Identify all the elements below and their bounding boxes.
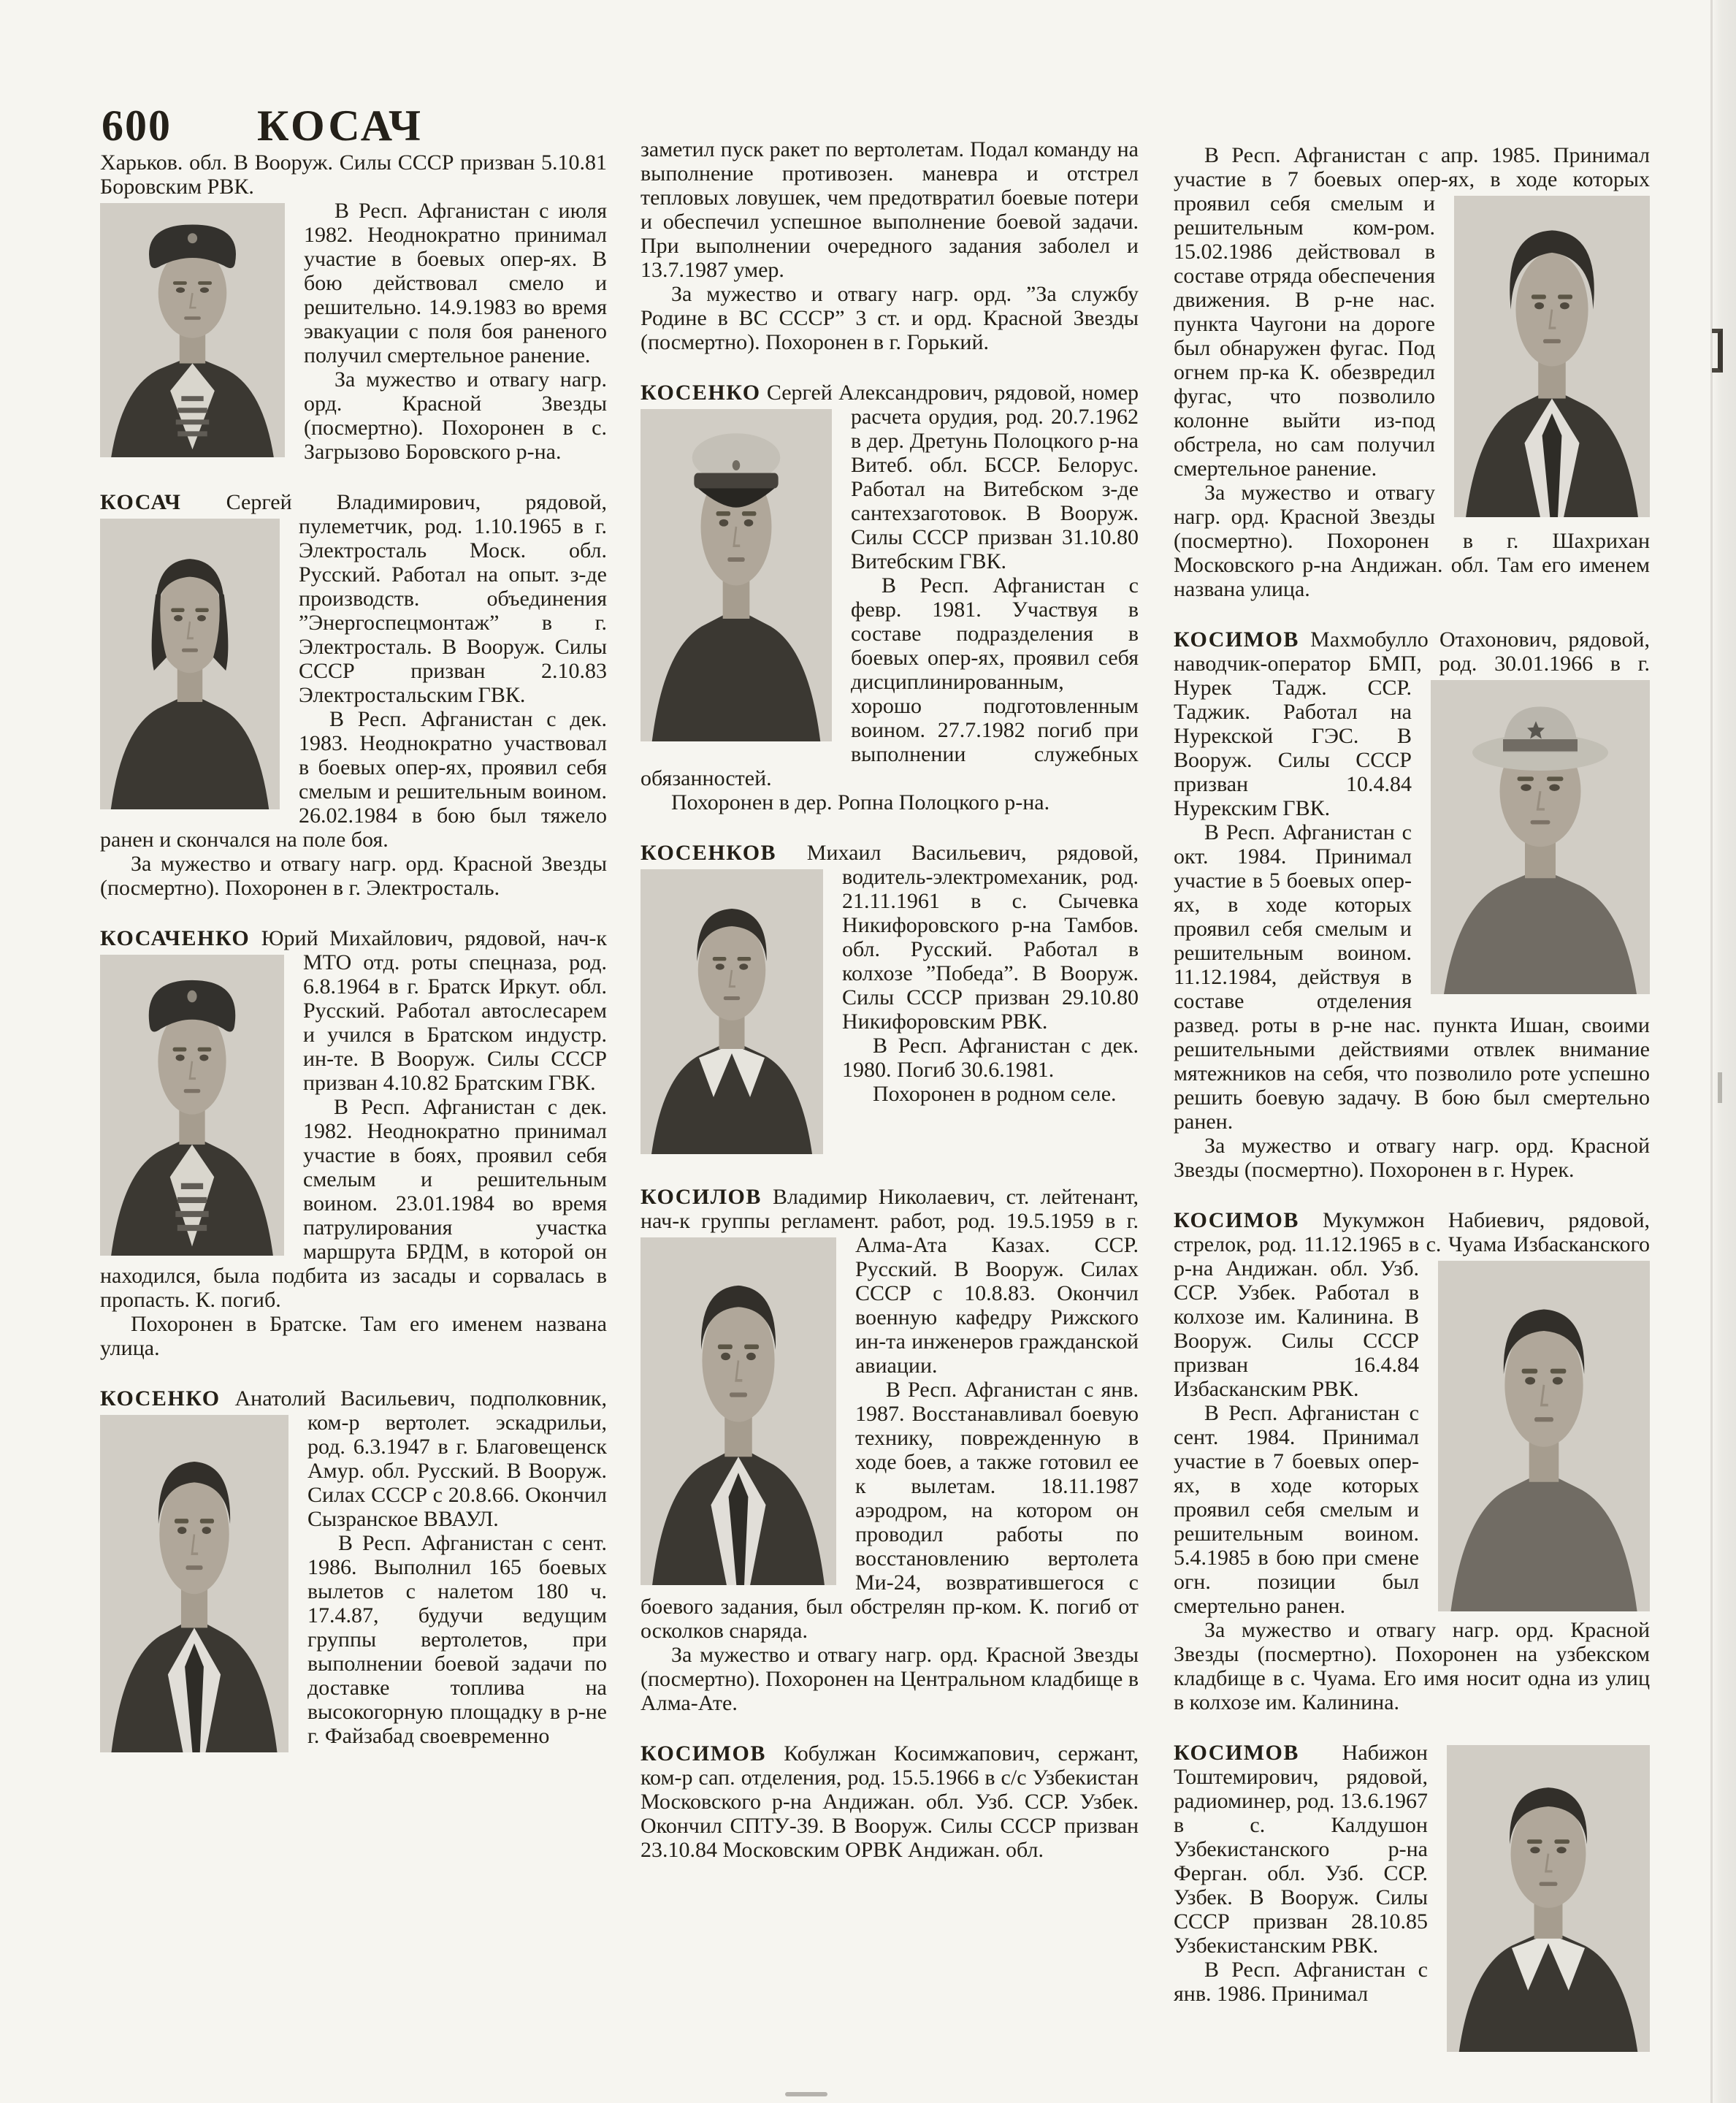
entry-paragraph xyxy=(641,841,1139,1034)
entry-surname: КОСИМОВ xyxy=(641,1741,766,1766)
entry-text: В Респ. Афганистан с дек. 1983. Неоднократно участвовал в боевых опер-ях, проявил себя смелым и решительным воином. 26.02.1984 в бою был тяжело ранен и скончался на поле боя. xyxy=(100,707,607,852)
column-3 xyxy=(1174,143,1650,2056)
memorial-entry-kosimov-kobulzhan xyxy=(641,1741,1139,1862)
entry-text: Юрий Михайлович, рядовой, нач-к МТО отд. роты спецназа, xyxy=(250,926,607,974)
entry-paragraph xyxy=(1174,1618,1650,1714)
scan-artifact-tick xyxy=(1718,1072,1722,1103)
portrait-photo xyxy=(100,955,284,1256)
portrait-photo xyxy=(1438,1261,1650,1611)
entry-text: В Респ. Афганистан с окт. 1984. Принимал участие в 5 боевых опер-ях, в ходе которых проявил себя смелым и решительным воином. 11.12.1984, действуя в составе отделения развед. роты в р-не нас. пункта Ишан, своими решительными действиями отвлек внимание мятежников на себя, что позволило роте успешно решить боевую задачу. В бою был смертельно ранен. xyxy=(1174,820,1650,1134)
memorial-entry-kosilov-vladimir xyxy=(641,1185,1139,1715)
entry-text: Похоронен в дер. Ропна Полоцкого р-на. xyxy=(671,790,1050,814)
entry-paragraph xyxy=(641,381,1139,573)
memorial-entry-kosachenko-yuriy xyxy=(100,926,607,1360)
entry-paragraph xyxy=(100,852,607,900)
portrait-photo xyxy=(1454,196,1650,517)
entry-text: заметил пуск ракет по вертолетам. Подал команду на выполнение противозен. маневра и отстрел тепловых ловушек, чем предотвратил боевые потери и обеспечил успешное выполнение боевой задачи. При выполнении очередного задания заболел и 13.7.1987 умер. xyxy=(641,137,1139,282)
entry-text: 30.01.1966 в г. Нурек Тадж. ССР. Таджик. Работал на Нурекской ГЭС. В Вооруж. Силы СССР призван 10.4.84 Нурекским ГВК. xyxy=(1174,652,1651,820)
portrait-photo xyxy=(641,1237,836,1585)
entry-text: За мужество и отвагу нагр. орд. Красной Звезды (посмертно). Похоронен в г. Шахрихан Московского р-на Андижан. обл. Там его именем названа улица. xyxy=(1174,481,1650,601)
entry-text: В Респ. Афганистан с янв. 1986. Принимал xyxy=(1174,1958,1428,2006)
memorial-entry-kosimov-makhmobullo xyxy=(1174,627,1650,1182)
entry-text: в дер. Дретунь Полоцкого р-на Витеб. обл. БССР. Белорус. Работал на Витебском з-де сантехзаготовок. В Вооруж. Силы СССР призван 31.10.80 Витебским ГВК. xyxy=(851,429,1139,573)
scan-edge-line xyxy=(1710,0,1713,2103)
entry-paragraph xyxy=(641,790,1139,814)
entry-text: За мужество и отвагу нагр. орд. Красной Звезды (посмертно). Похоронен на узбекском кладбище в с. Чуама. Его имя носит одна из улиц в колхозе им. Калинина. xyxy=(1174,1618,1650,1714)
portrait-photo xyxy=(641,869,823,1154)
entry-text: В Респ. Афганистан с янв. 1987. Восстанавливал боевую технику, поврежденную в ходе боев, а также готовил ее к вылетам. 18.11.1987 аэродром, на котором он проводил работы по восстановлению вертолета Ми-24, возвратившегося с боевого задания, был обстрелян пр-ком. К. погиб от осколков снаряда. xyxy=(641,1378,1139,1643)
entry-paragraph xyxy=(100,926,607,1095)
entry-paragraph xyxy=(100,150,607,199)
entry-text: которых проявил себя смелым и решительным ком-ром. 15.02.1986 действовал в составе отряда обеспечения движения. В р-не нас. пункта Чаугони на дороге был обнаружен фугас. Под огнем пр-ка К. обезвредил фугас, что позволило колонне выйти из-под обстрела, но сам получил смертельное ранение. xyxy=(1174,167,1650,481)
entry-surname: КОСАЧ xyxy=(100,490,182,514)
entry-paragraph xyxy=(1174,1134,1650,1182)
entry-text: в г. Электросталь Моск. обл. Русский. Работал на опыт. з-де производств. объединения ”Энергоспецмонтаж” в г. Электросталь. В Вооруж. Силы СССР призван 2.10.83 Электростальским ГВК. xyxy=(299,514,607,707)
entry-text: Анатолий Васильевич, подполковник, ком-р вертолет. эскадрильи, xyxy=(220,1386,607,1435)
entry-paragraph xyxy=(641,282,1139,354)
entry-paragraph xyxy=(100,490,607,707)
memorial-entry-kosimov-nabizhon xyxy=(1174,1741,1650,2056)
portrait-photo xyxy=(100,1415,288,1752)
entry-text: род. 6.8.1964 в г. Братск Иркут. обл. Русский. Работал автослесарем и учился в Братском индустр. ин-те. В Вооруж. Силы СССР призван 4.10.82 Братским ГВК. xyxy=(303,950,608,1095)
entry-paragraph xyxy=(100,199,607,367)
entry-text: Михаил Васильевич, рядовой, xyxy=(776,841,1139,865)
memorial-entry-continuation-kosimov-kobulzhan xyxy=(1174,143,1650,601)
entry-text: Махмобулло Отахонович, рядовой, наводчик-оператор БМП, род. xyxy=(1174,627,1650,676)
memorial-entry-continuation-kosach-previous xyxy=(100,150,607,464)
entry-text: За мужество и отвагу нагр. орд. Красной Звезды (посмертно). Похоронен на Центральном кладбище в Алма-Ате. xyxy=(641,1643,1139,1715)
entry-paragraph xyxy=(1174,1208,1650,1401)
entry-surname: КОСЕНКО xyxy=(100,1386,221,1411)
entry-paragraph xyxy=(641,1185,1139,1378)
entry-text: В Респ. Афганистан с апр. 1985. Принимал участие в 7 боевых опер-ях, в ходе xyxy=(1174,143,1650,191)
entry-text: водитель-электромеханик, род. 21.11.1961 в с. Сычевка Никифоровского р-на Тамбов. обл. Русский. Работал в колхозе ”Победа”. В Вооруж. Силы СССР призван 29.10.80 Никифоровским РВК. xyxy=(842,865,1139,1034)
entry-paragraph xyxy=(1174,143,1650,481)
entry-text: В Респ. Афганистан с июля 1982. Неоднократно принимал участие в боевых опер-ях. В бою действовал смело и решительно. 14.9.1983 во время эвакуации с поля боя раненого получил смертельное ранение. xyxy=(304,199,607,367)
entry-paragraph xyxy=(100,1386,607,1531)
entry-text: род. 6.3.1947 в г. Благовещенск Амур. обл. Русский. В Вооруж. Силах СССР с 20.8.66. Окончил Сызранское ВВАУЛ. xyxy=(307,1435,607,1531)
entry-surname: КОСИМОВ xyxy=(1174,1741,1299,1765)
entry-text: В Респ. Афганистан с февр. 1981. Участвуя в составе подразделения в боевых опер-ях, проявил себя дисциплинированным, хорошо подготовленным воином. 27.7.1982 погиб при выполнении служебных обязанностей. xyxy=(641,573,1139,790)
portrait-photo xyxy=(100,203,285,457)
entry-text: Избасканского р-на Андижан. обл. Узб. ССР. Узбек. Работал в колхозе им. Калинина. В Вооруж. Силы СССР призван 16.4.84 Избасканским РВК. xyxy=(1174,1232,1650,1401)
entry-text: За мужество и отвагу нагр. орд. Красной Звезды (посмертно). Похоронен в г. Нурек. xyxy=(1174,1134,1650,1182)
portrait-photo xyxy=(1447,1745,1650,2052)
scan-artifact-bracket xyxy=(1712,329,1723,373)
entry-text: Похоронен в Братске. Там его именем названа улица. xyxy=(100,1312,607,1360)
entry-text: За мужество и отвагу нагр. орд. Красной Звезды (посмертно). Похоронен в с. Загрызово Боровского р-на. xyxy=(304,367,607,464)
entry-text: Харьков. обл. В Вооруж. Силы СССР призван 5.10.81 Боровским РВК. xyxy=(100,150,607,199)
entry-paragraph xyxy=(641,1643,1139,1715)
memorial-entry-kosenkov-mikhail xyxy=(641,841,1139,1159)
entry-text: Мукумжон Набиевич, рядовой, стрелок, род. 11.12.1965 в с. Чуама xyxy=(1174,1208,1650,1256)
entry-text: Владимир Николаевич, ст. лейтенант, нач-к группы регламент. работ, xyxy=(641,1185,1139,1233)
running-head: КОСАЧ xyxy=(257,102,424,150)
column-1 xyxy=(100,150,607,1757)
portrait-photo xyxy=(1431,680,1650,994)
memorial-entry-kosach-sergey xyxy=(100,490,607,900)
portrait-photo xyxy=(100,519,280,809)
entry-text: Кобулжан Косимжапович, сержант, ком-р сап. отделения, род. 15.5.1966 в с/с Узбекистан Московского р-на Андижан. обл. Узб. ССР. Узбек. Окончил СПТУ-39. В Вооруж. Силы СССР призван 23.10.84 Московским ОРВК Андижан. обл. xyxy=(641,1741,1139,1862)
entry-text: Похоронен в родном селе. xyxy=(873,1082,1117,1106)
page-number: 600 xyxy=(102,102,172,150)
entry-paragraph xyxy=(100,1312,607,1360)
entry-surname: КОСИЛОВ xyxy=(641,1185,762,1209)
entry-surname: КОСИМОВ xyxy=(1174,627,1299,652)
memorial-entry-kosenko-anatoliy xyxy=(100,1386,607,1757)
memorial-entry-kosenko-sergey xyxy=(641,381,1139,814)
entry-text: Набижон Тоштемирович, рядовой, радиоминер, род. 13.6.1967 в с. Калдушон Узбекистанского р-на Ферган. обл. Узб. ССР. Узбек. В Вооруж. Силы СССР призван 28.10.85 Узбекистанским РВК. xyxy=(1174,1741,1428,1958)
portrait-photo xyxy=(641,409,832,741)
scan-edge-shadow xyxy=(1711,0,1736,2103)
entry-text: Сергей Александрович, рядовой, номер расчета орудия, род. 20.7.1962 xyxy=(760,381,1139,429)
entry-text: В Респ. Афганистан с дек. 1982. Неоднократно принимал участие в боях, проявил себя смелым и решительным воином. 23.01.1984 во время патрулирования участка маршрута БРДМ, в которой он находился, была подбита из засады и сорвалась в пропасть. К. погиб. xyxy=(100,1095,607,1312)
entry-surname: КОСАЧЕНКО xyxy=(100,926,251,950)
entry-text: В Респ. Афганистан с дек. 1980. Погиб 30.6.1981. xyxy=(842,1034,1139,1082)
entry-surname: КОСЕНКО xyxy=(641,381,761,405)
column-2 xyxy=(641,137,1139,1862)
entry-paragraph xyxy=(641,1741,1139,1862)
memorial-entry-continuation-kosenko-anatoliy xyxy=(641,137,1139,354)
scan-artifact-dash xyxy=(785,2092,827,2096)
entry-surname: КОСИМОВ xyxy=(1174,1208,1299,1232)
entry-text: За мужество и отвагу нагр. орд. Красной Звезды (посмертно). Похоронен в г. Электросталь. xyxy=(100,852,607,900)
entry-text: В Респ. Афганистан с сент. 1984. Принимал участие в 7 боевых опер-ях, в ходе которых проявил себя смелым и решительным воином. 5.4.1985 в бою при смене огн. позиции был смертельно ранен. xyxy=(1174,1401,1419,1618)
entry-text: Сергей Владимирович, рядовой, пулеметчик, род. 1.10.1965 xyxy=(181,490,607,538)
entry-text: В Респ. Афганистан с сент. 1986. Выполнил 165 боевых вылетов с налетом 180 ч. 17.4.87, будучи ведущим группы вертолетов, при выполнении боевой задачи по доставке топлива на высокогорную площадку в р-не г. Файзабад своевременно xyxy=(307,1531,607,1748)
entry-surname: КОСЕНКОВ xyxy=(641,841,777,865)
entry-paragraph xyxy=(641,137,1139,282)
memorial-entry-kosimov-mukumzhon xyxy=(1174,1208,1650,1714)
entry-paragraph xyxy=(1174,627,1650,820)
entry-paragraph xyxy=(1174,1741,1650,1958)
entry-text: За мужество и отвагу нагр. орд. ”За службу Родине в ВС СССР” 3 ст. и орд. Красной Звезды (посмертно). Похоронен в г. Горький. xyxy=(641,282,1139,354)
entry-text: род. 19.5.1959 в г. Алма-Ата Казах. ССР. Русский. В Вооруж. Силах СССР с 10.8.83. Окончил военную кафедру Рижского ин-та инженеров гражданской авиации. xyxy=(855,1209,1139,1378)
